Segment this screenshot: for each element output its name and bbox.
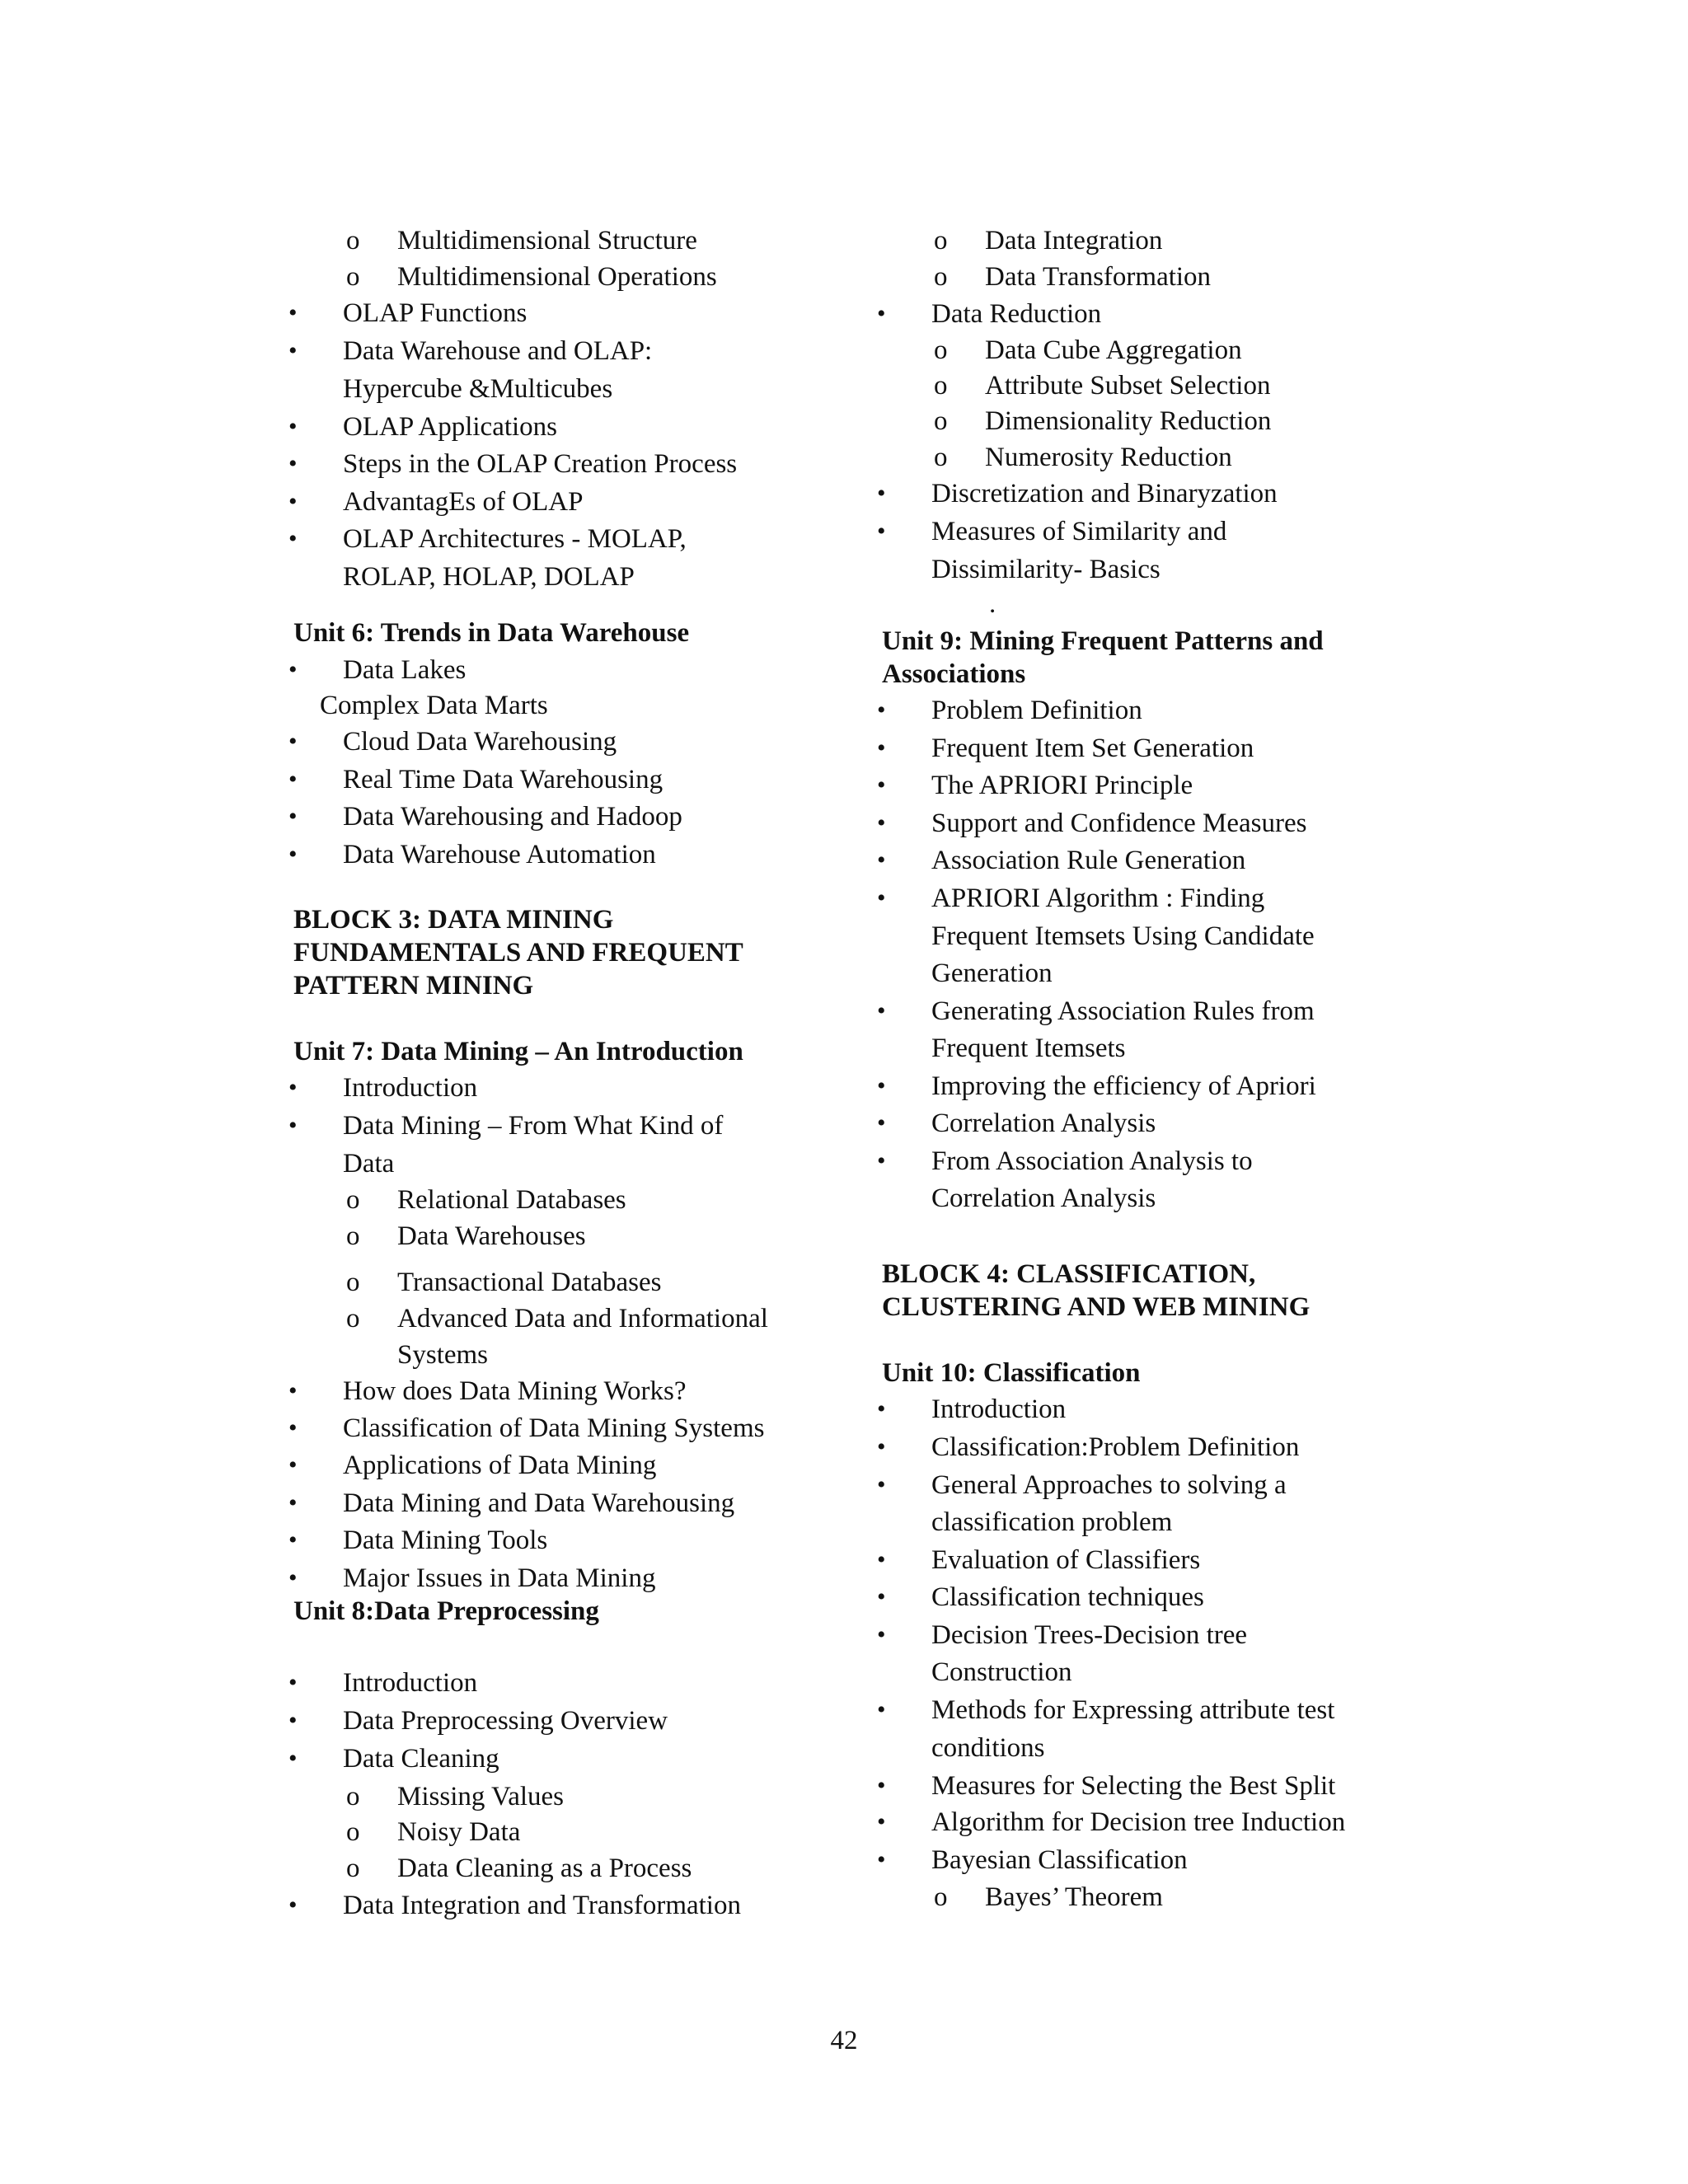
bullet-marker: • <box>288 803 298 830</box>
sub-bullet-marker: o <box>934 371 948 401</box>
list-item-text: Data Mining Tools <box>343 1526 548 1555</box>
list-item-text: Advanced Data and Informational <box>397 1304 768 1333</box>
section-heading: BLOCK 3: DATA MINING <box>293 905 614 935</box>
list-item-text: Data Lakes <box>343 655 467 685</box>
bullet-marker: • <box>288 1074 298 1101</box>
list-item-text: Hypercube &Multicubes <box>343 374 613 404</box>
list-item-text: How does Data Mining Works? <box>343 1376 687 1406</box>
list-item-text: Frequent Itemsets <box>931 1033 1126 1063</box>
bullet-marker: • <box>288 841 298 868</box>
sub-bullet-marker: o <box>346 1304 360 1333</box>
bullet-marker: • <box>288 450 298 477</box>
bullet-marker: • <box>877 518 886 545</box>
list-item-text: Dimensionality Reduction <box>985 406 1272 436</box>
sub-bullet-marker: o <box>934 1882 948 1912</box>
list-item-text: General Approaches to solving a <box>931 1470 1287 1500</box>
bullet-marker: • <box>877 846 886 874</box>
bullet-marker: • <box>288 766 298 793</box>
list-item-text: Data Cleaning <box>343 1744 499 1774</box>
list-item-text: Measures of Similarity and <box>931 517 1227 546</box>
list-item-text: Multidimensional Operations <box>397 262 717 292</box>
list-item-text: Applications of Data Mining <box>343 1451 657 1480</box>
list-item-text: OLAP Applications <box>343 412 558 442</box>
list-item-text: Generation <box>931 958 1053 988</box>
bullet-marker: • <box>877 734 886 762</box>
page-number: 42 <box>830 2026 858 2055</box>
list-item-text: Data Warehouse and OLAP: <box>343 336 653 366</box>
list-item-text: ROLAP, HOLAP, DOLAP <box>343 562 635 592</box>
bullet-marker: • <box>877 1471 886 1498</box>
list-item-text: Improving the efficiency of Apriori <box>931 1071 1316 1101</box>
list-item-text: Algorithm for Decision tree Induction <box>931 1807 1346 1837</box>
bullet-marker: • <box>877 1109 886 1137</box>
list-item-text: Classification:Problem Definition <box>931 1432 1300 1462</box>
list-item-text: Introduction <box>343 1668 478 1698</box>
list-item-text: Noisy Data <box>397 1817 521 1847</box>
sub-bullet-marker: o <box>934 335 948 365</box>
bullet-marker: • <box>877 1696 886 1723</box>
list-item-text: Classification techniques <box>931 1582 1204 1612</box>
sub-bullet-marker: o <box>346 1185 360 1215</box>
section-heading: BLOCK 4: CLASSIFICATION, <box>882 1259 1256 1289</box>
list-item-text: Transactional Databases <box>397 1268 662 1297</box>
sub-bullet-marker: o <box>934 262 948 292</box>
bullet-marker: • <box>288 337 298 364</box>
bullet-marker: • <box>288 1489 298 1516</box>
list-item-text: Correlation Analysis <box>931 1108 1156 1138</box>
bullet-marker: • <box>288 488 298 515</box>
list-item-text: Correlation Analysis <box>931 1183 1156 1213</box>
list-item-text: AdvantagEs of OLAP <box>343 487 584 517</box>
sub-bullet-marker: o <box>346 1817 360 1847</box>
sub-bullet-marker: o <box>346 1854 360 1883</box>
bullet-marker: • <box>877 771 886 799</box>
list-item-text: OLAP Architectures - MOLAP, <box>343 524 687 554</box>
sub-bullet-marker: o <box>934 406 948 436</box>
list-item-text: Missing Values <box>397 1782 564 1811</box>
list-item-text: Introduction <box>931 1394 1067 1424</box>
bullet-marker: • <box>877 1147 886 1174</box>
bullet-marker: • <box>877 1808 886 1835</box>
list-item-text: Discretization and Binaryzation <box>931 479 1278 509</box>
list-item-text: Data Integration and Transformation <box>343 1891 741 1920</box>
bullet-marker: • <box>877 809 886 837</box>
list-item-text: Introduction <box>343 1073 478 1103</box>
list-item-text: OLAP Functions <box>343 298 528 328</box>
list-item-text: Data <box>343 1149 395 1179</box>
bullet-marker: • <box>288 1564 298 1591</box>
bullet-marker: • <box>877 1583 886 1610</box>
bullet-marker: • <box>877 1846 886 1873</box>
list-item-text: Problem Definition <box>931 696 1142 725</box>
list-item-text: Association Rule Generation <box>931 846 1246 875</box>
list-item-text: Data Mining and Data Warehousing <box>343 1488 735 1518</box>
bullet-marker: • <box>288 299 298 326</box>
list-item-text: Data Reduction <box>931 299 1102 329</box>
bullet-marker: • <box>288 1891 298 1919</box>
list-item-text: Attribute Subset Selection <box>985 371 1271 401</box>
bullet-marker: • <box>288 1451 298 1479</box>
list-item-text: Data Cleaning as a Process <box>397 1854 692 1883</box>
list-item-text: Classification of Data Mining Systems <box>343 1413 765 1443</box>
list-item-text: Steps in the OLAP Creation Process <box>343 449 738 479</box>
list-item-text: From Association Analysis to <box>931 1146 1253 1176</box>
list-item-text: The APRIORI Principle <box>931 771 1193 800</box>
list-item-text: Data Warehouse Automation <box>343 840 656 869</box>
bullet-marker: • <box>288 1707 298 1734</box>
list-item-text: Decision Trees-Decision tree <box>931 1620 1248 1650</box>
section-heading: FUNDAMENTALS AND FREQUENT <box>293 938 743 968</box>
list-item-text: Major Issues in Data Mining <box>343 1563 656 1593</box>
bullet-marker: • <box>877 1433 886 1460</box>
section-heading: Unit 6: Trends in Data Warehouse <box>293 618 690 648</box>
section-heading: CLUSTERING AND WEB MINING <box>882 1292 1311 1322</box>
bullet-marker: • <box>877 997 886 1024</box>
bullet-marker: • <box>877 884 886 912</box>
bullet-marker: • <box>288 1112 298 1139</box>
list-item-text: Systems <box>397 1340 489 1370</box>
list-item-text: Relational Databases <box>397 1185 626 1215</box>
list-item-text: Frequent Itemsets Using Candidate <box>931 921 1315 951</box>
bullet-marker: • <box>288 525 298 552</box>
sub-bullet-marker: o <box>346 262 360 292</box>
bullet-marker: • <box>877 1621 886 1648</box>
bullet-marker: • <box>288 1526 298 1554</box>
list-item-text: Data Preprocessing Overview <box>343 1706 668 1736</box>
section-heading: Unit 10: Classification <box>882 1358 1141 1388</box>
list-item-text: Bayes’ Theorem <box>985 1882 1163 1912</box>
sub-bullet-marker: o <box>934 226 948 255</box>
list-item-text: Data Warehousing and Hadoop <box>343 802 682 832</box>
bullet-marker: • <box>288 1377 298 1404</box>
list-item-text: Numerosity Reduction <box>985 443 1232 472</box>
list-item-text: Frequent Item Set Generation <box>931 733 1254 763</box>
list-item-text: Evaluation of Classifiers <box>931 1545 1201 1575</box>
list-item-text: Real Time Data Warehousing <box>343 765 663 794</box>
list-item-text: Support and Confidence Measures <box>931 808 1307 838</box>
list-item-text: Data Transformation <box>985 262 1212 292</box>
sub-bullet-marker: o <box>346 1268 360 1297</box>
list-item-text: . <box>989 589 996 619</box>
sub-bullet-marker: o <box>934 443 948 472</box>
list-item-text: Construction <box>931 1657 1072 1687</box>
sub-bullet-marker: o <box>346 1221 360 1251</box>
sub-bullet-marker: o <box>346 1782 360 1811</box>
list-item-text: Dissimilarity- Basics <box>931 555 1160 584</box>
section-heading: Associations <box>882 659 1026 689</box>
bullet-marker: • <box>288 1669 298 1696</box>
list-item-text: Complex Data Marts <box>320 691 548 720</box>
section-heading: Unit 8:Data Preprocessing <box>293 1596 599 1626</box>
list-item-text: classification problem <box>931 1507 1173 1537</box>
bullet-marker: • <box>288 656 298 683</box>
bullet-marker: • <box>877 1546 886 1573</box>
sub-bullet-marker: o <box>346 226 360 255</box>
list-item-text: Cloud Data Warehousing <box>343 727 617 757</box>
bullet-marker: • <box>288 728 298 755</box>
list-item-text: Data Integration <box>985 226 1163 255</box>
list-item-text: APRIORI Algorithm : Finding <box>931 883 1265 913</box>
bullet-marker: • <box>877 480 886 507</box>
list-item-text: Multidimensional Structure <box>397 226 697 255</box>
list-item-text: Measures for Selecting the Best Split <box>931 1771 1336 1801</box>
list-item-text: conditions <box>931 1733 1045 1763</box>
section-heading: Unit 7: Data Mining – An Introduction <box>293 1037 743 1066</box>
section-heading: PATTERN MINING <box>293 971 534 1001</box>
bullet-marker: • <box>877 1772 886 1799</box>
bullet-marker: • <box>288 1745 298 1772</box>
bullet-marker: • <box>288 1414 298 1441</box>
bullet-marker: • <box>877 1072 886 1099</box>
section-heading: Unit 9: Mining Frequent Patterns and <box>882 626 1324 656</box>
list-item-text: Generating Association Rules from <box>931 996 1315 1026</box>
list-item-text: Bayesian Classification <box>931 1845 1188 1875</box>
bullet-marker: • <box>877 1395 886 1422</box>
bullet-marker: • <box>877 300 886 327</box>
list-item-text: Data Warehouses <box>397 1221 586 1251</box>
list-item-text: Methods for Expressing attribute test <box>931 1695 1335 1725</box>
bullet-marker: • <box>877 696 886 724</box>
bullet-marker: • <box>288 413 298 440</box>
list-item-text: Data Mining – From What Kind of <box>343 1111 724 1141</box>
list-item-text: Data Cube Aggregation <box>985 335 1242 365</box>
